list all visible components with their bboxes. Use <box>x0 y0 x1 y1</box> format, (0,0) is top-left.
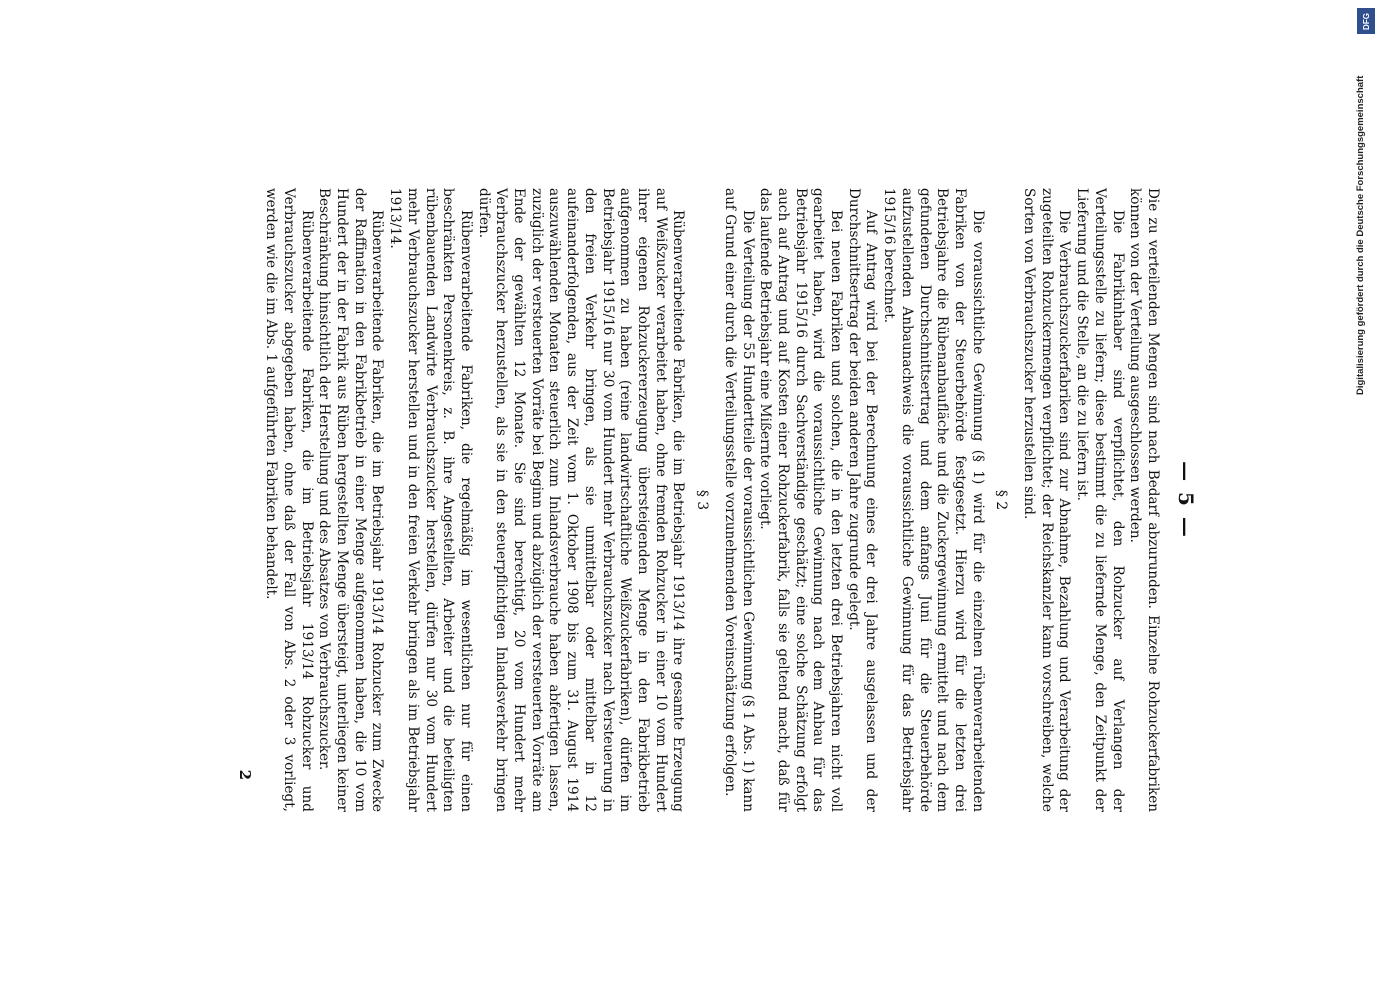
paragraph: Rübenverarbeitende Fabriken, die im Betriebsjahr 1913/14 ihre gesamte Erzeugung auf Weißzucker verarbeitet haben, ohne fremden Rohzucker in einer 10 vom Hundert ihrer eigenen Rohzuckererzeugung übersteigenden Menge in den Fabrikbetrieb aufgenommen zu haben (reine landwirtschaftliche Weißzuckerfabriken), dürfen im Betriebsjahr 1915/16 nur 30 vom Hundert mehr Verbrauchszucker nach Versteuerung in den freien Verkehr bringen, als sie unmittelbar oder mittelbar in 12 aufeinanderfolgenden, aus der Zeit vom 1. Oktober 1908 bis zum 31. August 1914 auszuwählenden Monaten steuerlich zum Inlandsverbrauche haben abfertigen lassen, zuzüglich der versteuerten Vorräte bei Beginn und abzüglich der versteuerten Vorräte am Ende der gewählten 12 Monate. Sie sind berechtigt, 20 vom Hundert mehr Verbrauchszucker herzustellen, als sie in den steuerpflichtigen Inlandsverkehr bringen dürfen. <box>475 188 687 812</box>
section-heading: § 3 <box>694 489 711 511</box>
section-3 <box>262 188 711 812</box>
signature-mark: 2 <box>236 769 254 780</box>
paragraph: Die voraussichtliche Gewinnung (§ 1) wird für die einzelnen rübenverarbeitenden Fabriken von der Steuerbehörde festgesetzt. Hierzu wird für die letzten drei Betriebsjahre die Rübenanbaufläche und die Zuckergewinnung ermittelt und nach dem gefundenen Durchschnittsertrag und dem anfangs Juni für die Steuerbehörde aufzustellenden Anbaunachweis die voraussichtliche Gewinnung für das Betriebsjahr 1915/16 berechnet. <box>881 188 986 812</box>
credit-text: Digitalisierung gefördert durch die Deutsche Forschungsgemeinschaft <box>1355 75 1366 395</box>
paragraph: Die Verbrauchszuckerfabriken sind zur Abnahme, Bezahlung und Verarbeitung der zugeteilten Rohzuckermengen verpflichtet; der Reichskanzler kann vorschreiben, welche Sorten von Verbrauchszucker herzustellen sind. <box>1021 188 1073 812</box>
section-intro <box>1019 188 1161 812</box>
dfg-logo-icon <box>1357 8 1375 34</box>
paragraph: Rübenverarbeitende Fabriken, die regelmäßig im wesentlichen nur für einen beschränkten Personenkreis, z. B. ihre Angestellten, Arbeiter und die beteiligten rübenbauenden Landwirte Verbrauchszucker herstellen, dürfen nur 30 vom Hundert mehr Verbrauchszucker herstellen und in den freien Verkehr bringen als im Betriebsjahr 1913/14. <box>387 188 474 812</box>
paragraph: Die zu verteilenden Mengen sind nach Bedarf abzurunden. Einzelne Rohzuckerfabriken können von der Verteilung ausgeschlossen werden. <box>1127 188 1161 812</box>
paragraph: Die Fabrikinhaber sind verpflichtet, den Rohzucker auf Verlangen der Verteilungsstelle zu liefern; diese bestimmt die zu liefernde Menge, den Zeitpunkt der Lieferung und die Stelle, an die zu liefern ist. <box>1074 188 1126 812</box>
paragraph: Bei neuen Fabriken und solchen, die in den letzten drei Betriebsjahren nicht voll gearbeitet haben, wird die voraussichtliche Gewinnung nach dem Anbau für das Betriebsjahr 1915/16 durch Sachverständige geschätzt; eine solche Schätzung erfolgt auch auf Antrag und auf Kosten einer Rohzuckerfabrik, falls sie geltend macht, daß für das laufende Betriebsjahr eine Mißernte vorliegt. <box>757 188 845 812</box>
paragraph: Auf Antrag wird bei der Berechnung eines der drei Jahre ausgelassen und der Durchschnittsertrag der beiden anderen Jahre zugrunde gelegt. <box>845 188 880 812</box>
page-number-header: — 5 — <box>1174 461 1198 539</box>
paragraph: Rübenverarbeitende Fabriken, die im Betriebsjahr 1913/14 Rohzucker und Verbrauchszucker abgegeben haben, ohne daß der Fall von Abs. 2 oder 3 vorliegt, werden wie die im Abs. 1 aufgeführten Fabriken behandelt. <box>263 188 315 812</box>
paragraph: Rübenverarbeitende Fabriken, die im Betriebsjahr 1913/14 Rohzucker zum Zwecke der Raffination in den Fabrikbetrieb in einer Menge aufgenommen haben, die 10 vom Hundert der in der Fabrik aus Rüben hergestellten Menge übersteigt, unterliegen keiner Beschränkung hinsichtlich der Herstellung und des Absatzes von Verbrauchszucker. <box>316 188 386 812</box>
section-heading: § 2 <box>993 489 1010 511</box>
page-body <box>262 188 1161 812</box>
section-2 <box>720 188 1009 812</box>
funding-credit <box>1353 0 1383 400</box>
scanned-page <box>166 180 1216 820</box>
dfg-logo-text: DFG <box>1361 12 1371 30</box>
paragraph: Die Verteilung der 55 Hundertteile der voraussichtlichen Gewinnung (§ 1 Abs. 1) kann auf Grund einer durch die Verteilungsstelle vorzunehmenden Voreinschätzung erfolgen. <box>721 188 756 812</box>
